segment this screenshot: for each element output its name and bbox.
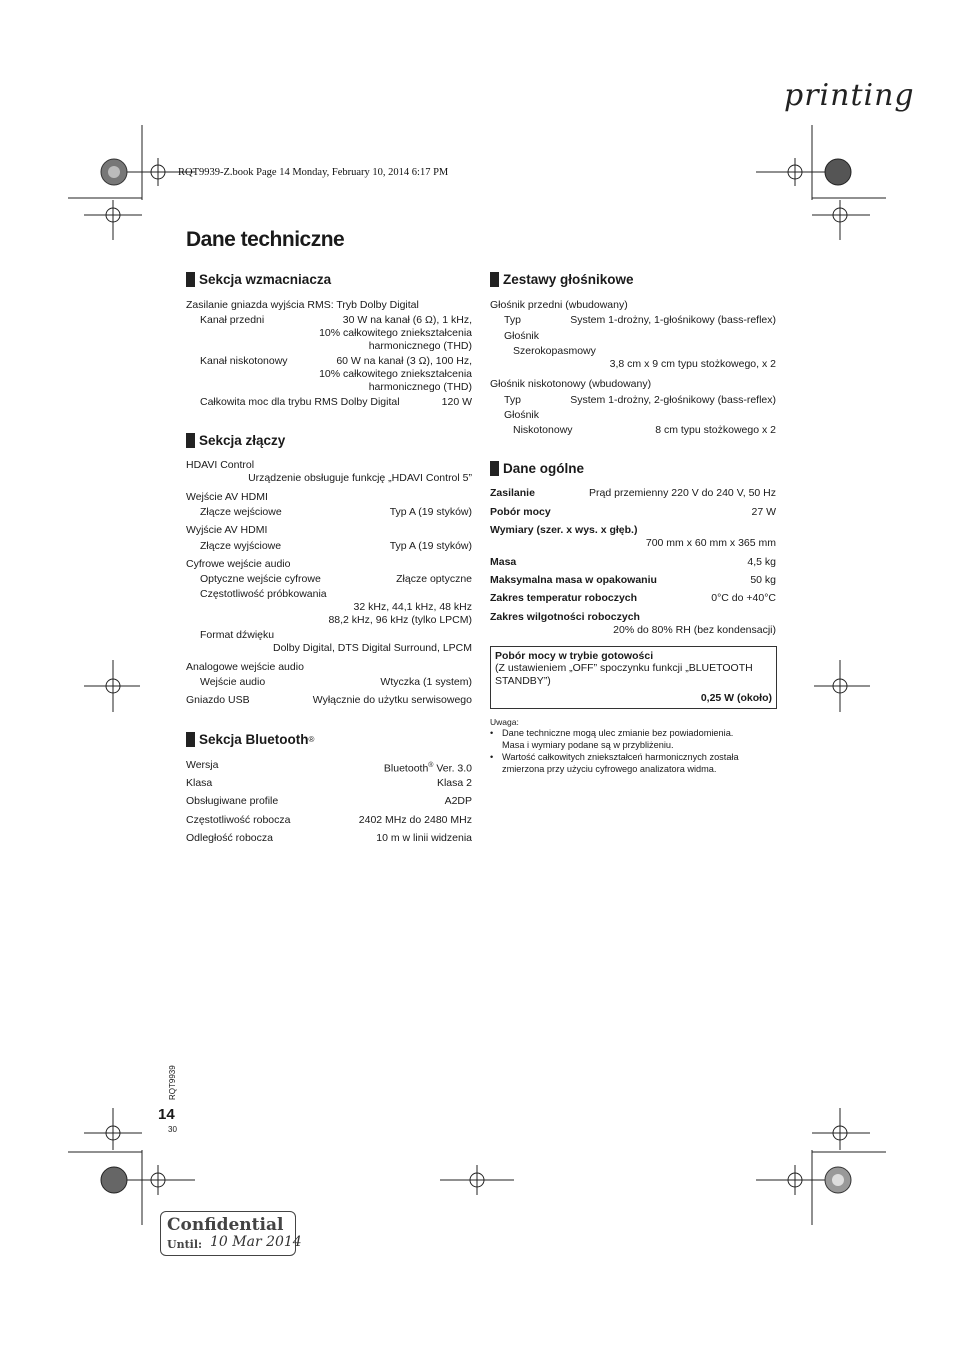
dimensions-value: 700 mm x 60 mm x 365 mm — [645, 537, 776, 549]
hdmi-in-sub: Złącze wejściowe — [200, 506, 282, 518]
file-info: RQT9939-Z.book Page 14 Monday, February 10, 2014 6:17 PM — [178, 167, 449, 178]
usb-label: Gniazdo USB — [186, 694, 250, 706]
section-amplifier-title: Sekcja wzmacniacza — [199, 272, 332, 287]
consumption-value: 27 W — [751, 506, 776, 518]
note-1a: Dane techniczne mogą ulec zmianie bez powiadomienia. — [502, 728, 734, 738]
bt-profiles-label: Obsługiwane profile — [186, 795, 279, 807]
mass-value: 4,5 kg — [747, 556, 776, 568]
hdavi-value: Urządzenie obsługuje funkcję „HDAVI Control 5” — [248, 472, 472, 484]
sub-channel-value-2: 10% całkowitego zniekształcenia — [319, 368, 472, 380]
optical-value: Złącze optyczne — [396, 573, 472, 585]
max-mass-label: Maksymalna masa w opakowaniu — [490, 574, 657, 586]
bt-class-label: Klasa — [186, 777, 213, 789]
consumption-label: Pobór mocy — [490, 506, 551, 518]
section-marker — [186, 433, 195, 448]
bt-freq-label: Częstotliwość robocza — [186, 814, 291, 826]
bt-version-value: Bluetooth® Ver. 3.0 — [383, 762, 472, 775]
bt-profiles-value: A2DP — [444, 795, 472, 807]
section-connectors-title: Sekcja złączy — [199, 433, 286, 448]
sampling-value-2: 88,2 kHz, 96 kHz (tylko LPCM) — [328, 614, 472, 626]
bt-class-value: Klasa 2 — [436, 777, 472, 789]
sub-channel-value-1: 60 W na kanał (3 Ω), 100 Hz, — [336, 355, 472, 367]
analog-sub: Wejście audio — [200, 676, 266, 688]
front-speaker-heading: Głośnik przedni (wbudowany) — [490, 299, 628, 311]
sub-speaker-label: Głośnik — [504, 409, 540, 421]
hdmi-in-label: Wejście AV HDMI — [186, 491, 268, 503]
bt-distance-label: Odległość robocza — [186, 832, 273, 844]
mass-label: Masa — [490, 556, 517, 568]
page-title: Dane techniczne — [186, 228, 345, 251]
sub-page-number: 30 — [168, 1125, 177, 1134]
standby-line-2: STANDBY”) — [495, 675, 551, 687]
note-2b: zmierzona przy użyciu cyfrowego analizatora widma. — [502, 764, 717, 774]
sub-channel-value-3: harmonicznego (THD) — [368, 381, 472, 393]
temperature-value: 0°C do +40°C — [711, 592, 776, 604]
hdmi-out-value: Typ A (19 styków) — [389, 540, 472, 552]
format-value: Dolby Digital, DTS Digital Surround, LPCM — [273, 642, 472, 654]
section-bluetooth-heading — [186, 732, 314, 747]
power-value: Prąd przemienny 220 V do 240 V, 50 Hz — [589, 487, 776, 499]
until-date: 10 Mar 2014 — [210, 1234, 302, 1250]
standby-heading: Pobór mocy w trybie gotowości — [495, 650, 654, 662]
standby-line-1: (Z ustawieniem „OFF” spoczynku funkcji „BLUETOOTH — [495, 662, 753, 674]
note-bullet-2: • — [490, 752, 494, 762]
hdmi-in-value: Typ A (19 styków) — [389, 506, 472, 518]
section-general-heading — [490, 461, 584, 476]
bt-freq-value: 2402 MHz do 2480 MHz — [358, 814, 472, 826]
until-label: Until: — [167, 1238, 203, 1251]
registered-mark: ® — [308, 735, 315, 744]
front-speaker-label: Głośnik — [504, 330, 540, 342]
page-number: 14 — [158, 1106, 175, 1123]
sub-speaker-heading: Głośnik niskotonowy (wbudowany) — [490, 378, 652, 390]
max-mass-value: 50 kg — [750, 574, 776, 586]
woofer-label: Niskotonowy — [513, 424, 573, 436]
section-marker — [186, 732, 195, 747]
section-speakers-heading — [490, 272, 634, 287]
digital-audio-label: Cyfrowe wejście audio — [186, 558, 291, 570]
humidity-value: 20% do 80% RH (bez kondensacji) — [613, 624, 776, 636]
dimensions-label: Wymiary (szer. x wys. x głęb.) — [490, 524, 638, 536]
usb-value: Wyłącznie do użytku serwisowego — [312, 694, 472, 706]
analog-value: Wtyczka (1 system) — [380, 676, 472, 688]
notes-heading: Uwaga: — [490, 717, 519, 727]
total-power-value: 120 W — [441, 396, 472, 408]
sub-type-label: Typ — [504, 394, 521, 406]
front-channel-label: Kanał przedni — [200, 314, 265, 326]
amp-heading: Zasilanie gniazda wyjścia RMS: Tryb Dolby Digital — [186, 299, 419, 311]
printing-label: printing — [784, 78, 915, 113]
analog-label: Analogowe wejście audio — [186, 661, 304, 673]
confidential-label: Confidential — [167, 1215, 284, 1235]
note-1b: Masa i wymiary podane są w przybliżeniu. — [502, 740, 674, 750]
section-bluetooth-title: Sekcja Bluetooth — [199, 732, 309, 747]
standby-value: 0,25 W (około) — [700, 692, 772, 704]
bt-distance-value: 10 m w linii widzenia — [376, 832, 472, 844]
front-type-value: System 1-drożny, 1-głośnikowy (bass-reflex) — [570, 314, 776, 326]
temperature-label: Zakres temperatur roboczych — [490, 592, 638, 604]
woofer-value: 8 cm typu stożkowego x 2 — [655, 424, 776, 436]
section-general-title: Dane ogólne — [503, 461, 585, 476]
sampling-value-1: 32 kHz, 44,1 kHz, 48 kHz — [353, 601, 472, 613]
section-marker — [490, 272, 499, 287]
front-channel-value-2: 10% całkowitego zniekształcenia — [319, 327, 472, 339]
power-label: Zasilanie — [490, 487, 535, 499]
section-marker — [490, 461, 499, 476]
total-power-label: Całkowita moc dla trybu RMS Dolby Digital — [200, 396, 400, 408]
bt-version-label: Wersja — [186, 759, 219, 771]
note-2a: Wartość całkowitych zniekształceń harmonicznych została — [502, 752, 739, 762]
section-speakers-title: Zestawy głośnikowe — [503, 272, 634, 287]
model-code: RQT9939 — [168, 1065, 177, 1100]
hdavi-label: HDAVI Control — [186, 459, 255, 471]
format-label: Format dźwięku — [200, 629, 275, 641]
fullrange-label: Szerokopasmowy — [513, 345, 596, 357]
section-marker — [186, 272, 195, 287]
note-bullet-1: • — [490, 728, 494, 738]
sub-channel-label: Kanał niskotonowy — [200, 355, 288, 367]
front-channel-value-1: 30 W na kanał (6 Ω), 1 kHz, — [342, 314, 472, 326]
sub-type-value: System 1-drożny, 2-głośnikowy (bass-reflex) — [570, 394, 776, 406]
front-channel-value-3: harmonicznego (THD) — [368, 340, 472, 352]
humidity-label: Zakres wilgotności roboczych — [490, 611, 640, 623]
front-type-label: Typ — [504, 314, 521, 326]
section-connectors-heading — [186, 433, 285, 448]
section-amplifier-heading — [186, 272, 331, 287]
sampling-label: Częstotliwość próbkowania — [200, 588, 327, 600]
hdmi-out-label: Wyjście AV HDMI — [186, 524, 268, 536]
optical-label: Optyczne wejście cyfrowe — [200, 573, 321, 585]
fullrange-value: 3,8 cm x 9 cm typu stożkowego, x 2 — [609, 358, 776, 370]
hdmi-out-sub: Złącze wyjściowe — [200, 540, 282, 552]
